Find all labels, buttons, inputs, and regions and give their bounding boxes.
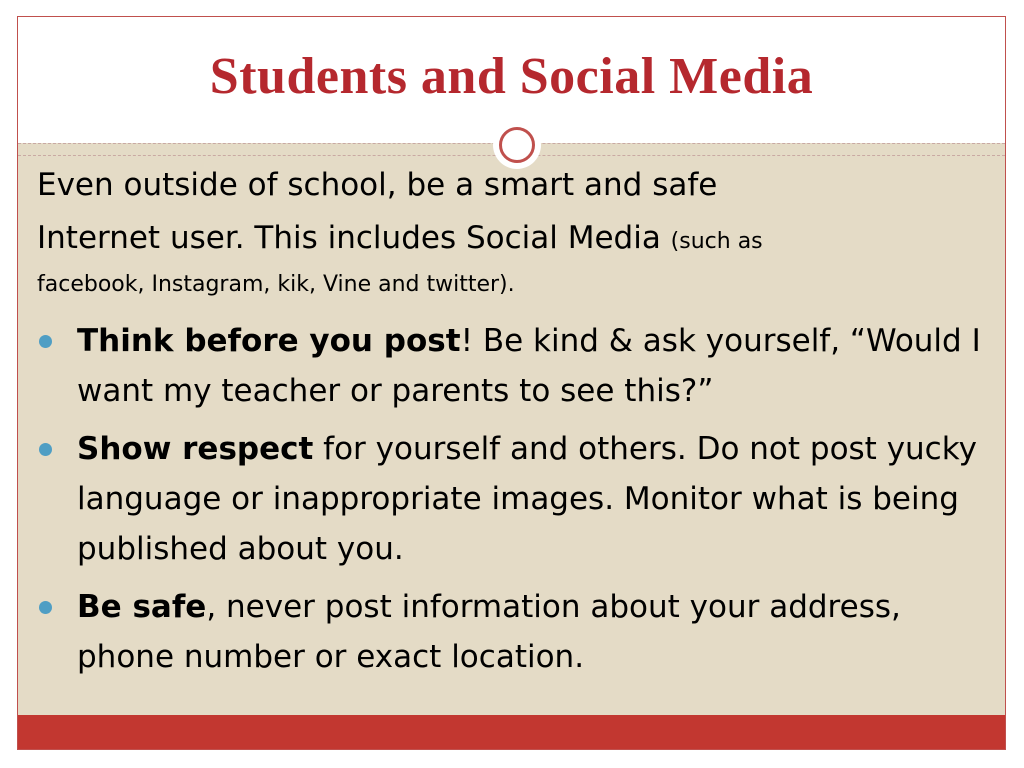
slide-content xyxy=(37,159,991,690)
bullet-item xyxy=(37,424,991,574)
bullet-text: , never post information about your address, phone number or exact location. xyxy=(77,589,901,675)
intro-line-2-small: (such as xyxy=(670,229,763,254)
bullet-text: ! Be kind & ask yourself, “Would I want my teacher or parents to see this?” xyxy=(77,323,981,409)
bullet-dot-icon xyxy=(39,443,52,456)
slide-title: Students and Social Media xyxy=(209,48,814,105)
bullet-item xyxy=(37,316,991,416)
circle-ring-inner xyxy=(499,127,535,163)
slide xyxy=(17,16,1006,750)
bottom-bar xyxy=(18,715,1005,749)
bullet-list xyxy=(37,316,991,682)
bullet-bold: Be safe xyxy=(77,589,207,625)
intro-line-1: Even outside of school, be a smart and safe xyxy=(37,167,718,203)
bullet-item xyxy=(37,582,991,682)
bullet-bold: Think before you post xyxy=(77,323,461,359)
bullet-dot-icon xyxy=(39,335,52,348)
bullet-bold: Show respect xyxy=(77,431,314,467)
bullet-dot-icon xyxy=(39,601,52,614)
intro-line-2-main: Internet user. This includes Social Media xyxy=(37,220,671,256)
bullet-text: for yourself and others. Do not post yucky language or inappropriate images. Monitor what is being published about you. xyxy=(77,431,977,567)
intro-line-2 xyxy=(37,212,991,268)
intro-line-3: facebook, Instagram, kik, Vine and twitter). xyxy=(37,272,515,297)
intro-paragraph xyxy=(37,159,991,302)
